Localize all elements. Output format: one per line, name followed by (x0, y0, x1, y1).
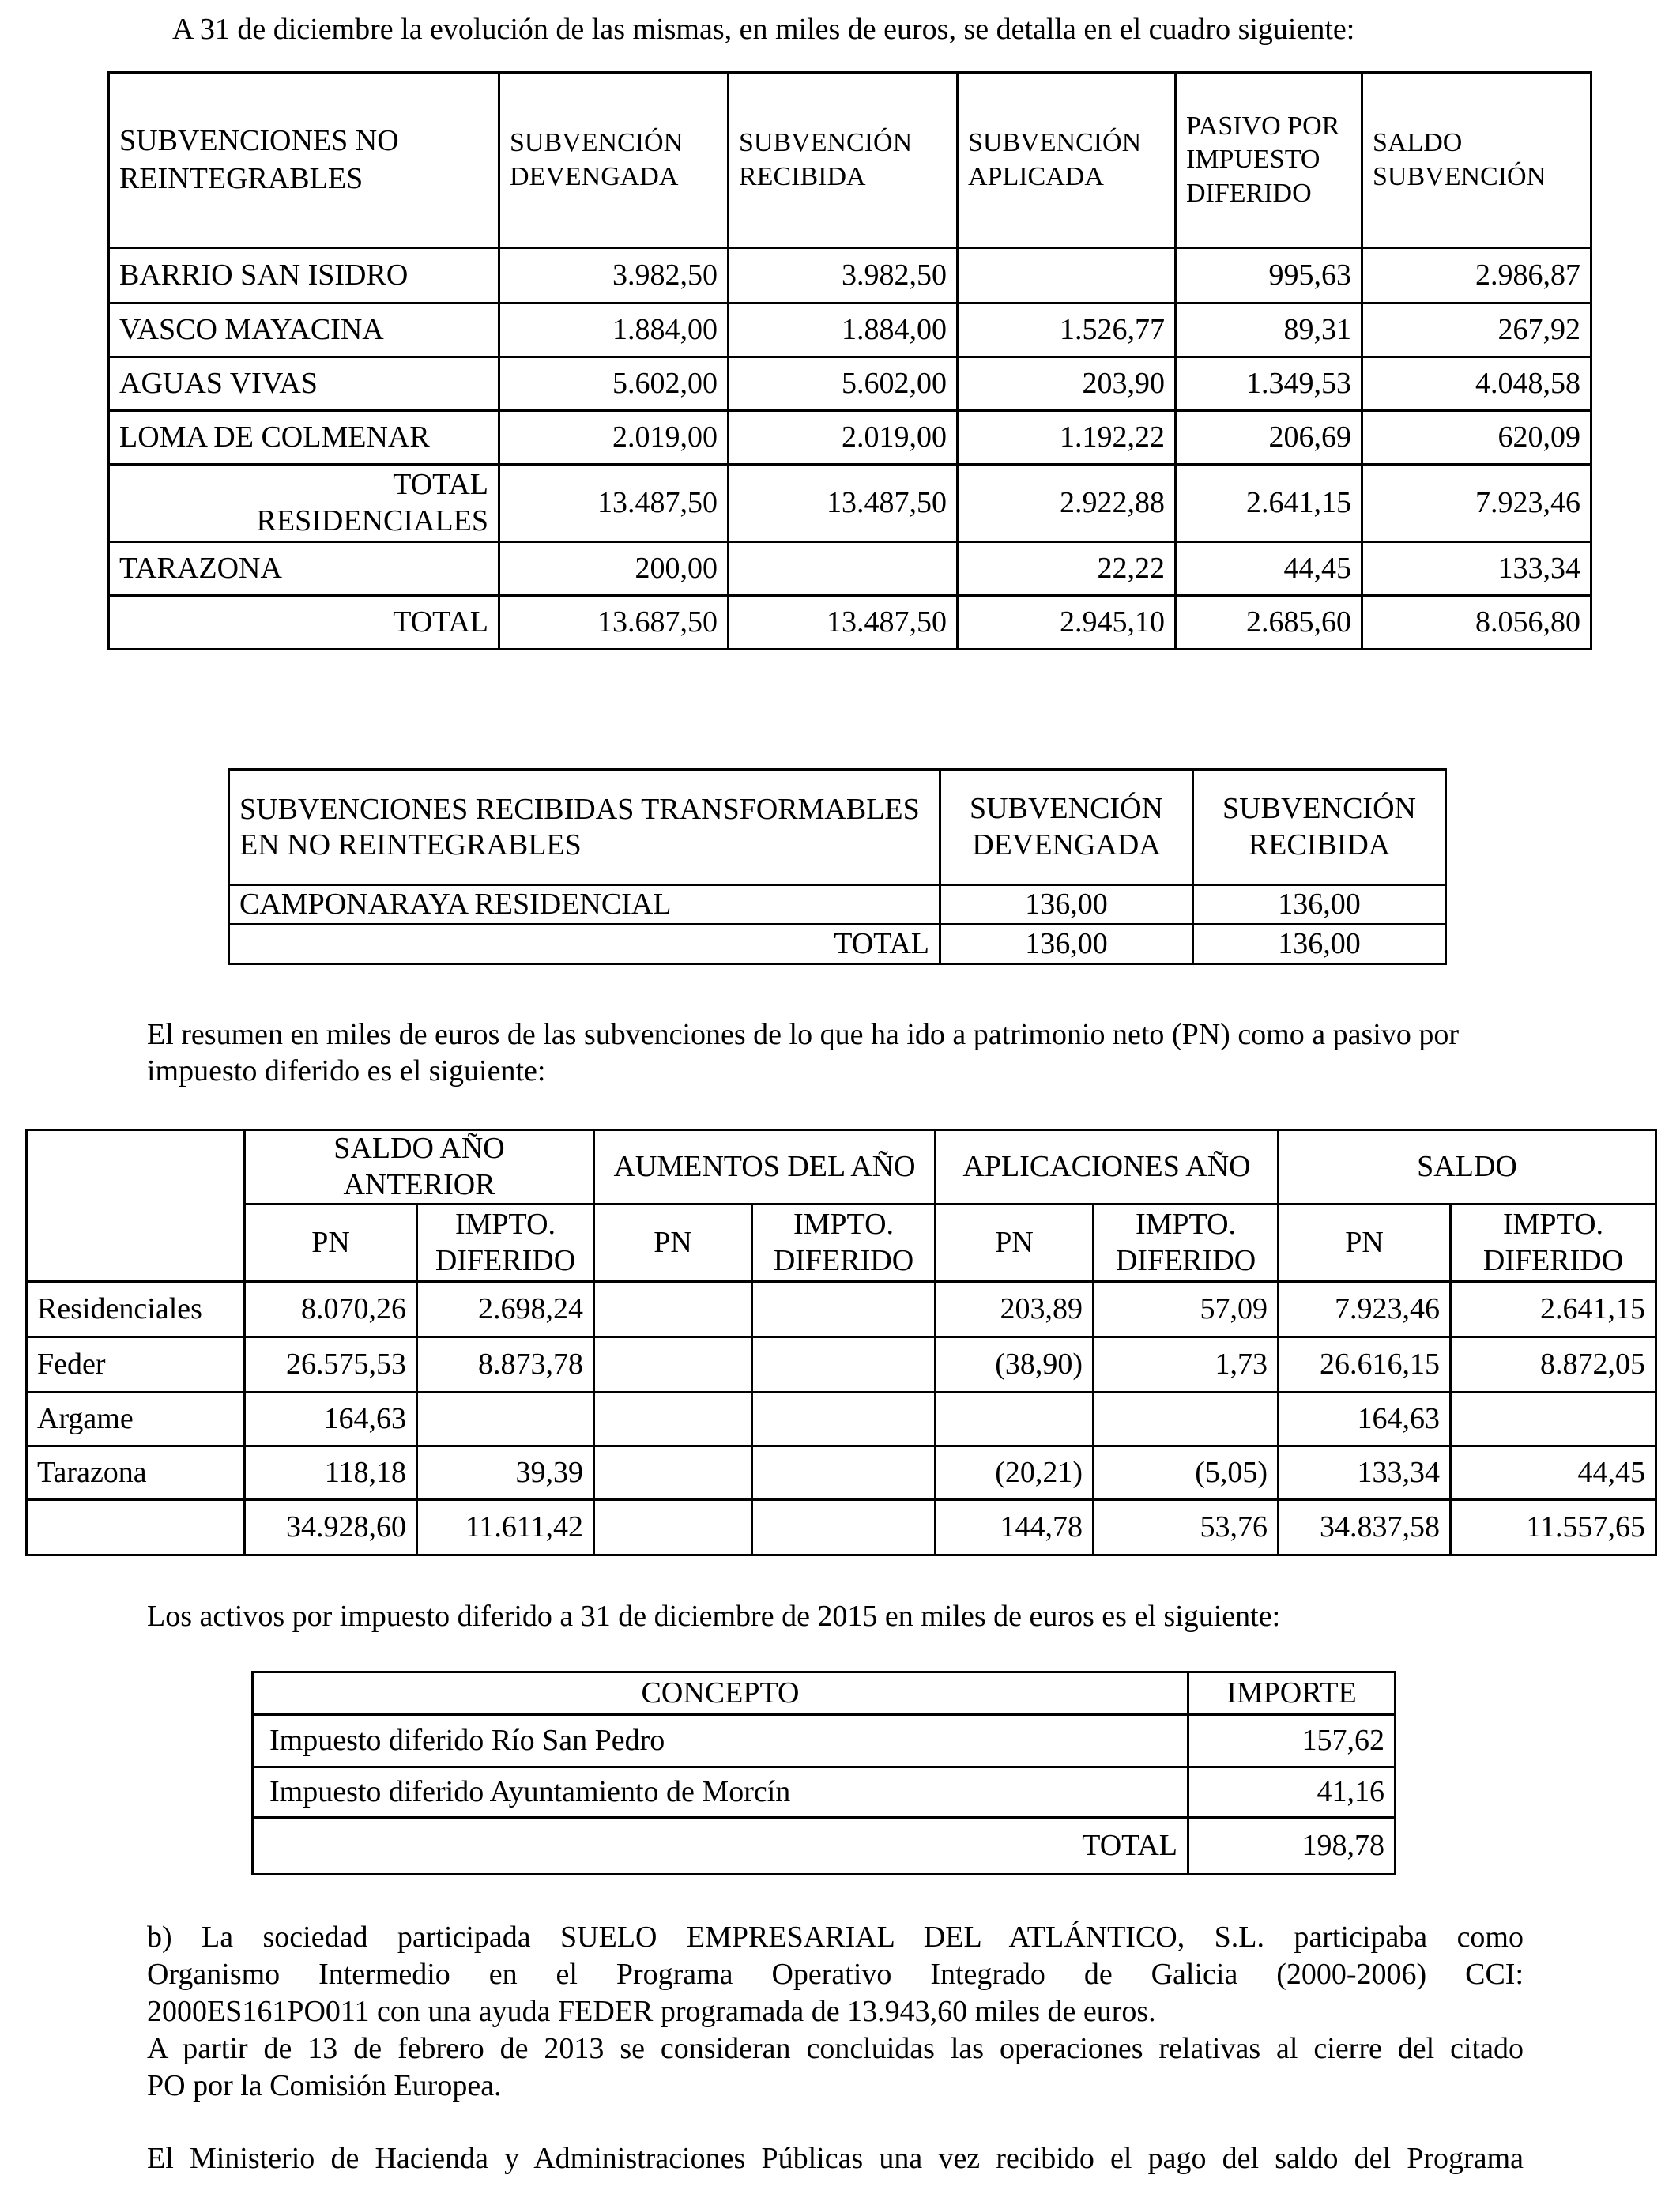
table-cell (752, 1337, 936, 1393)
paragraph-line: b) La sociedad participada SUELO EMPRESARIAL DEL ATLÁNTICO, S.L. participaba como (147, 1921, 1524, 1954)
table-cell: 11.611,42 (417, 1500, 594, 1555)
row-label: TOTAL (253, 1818, 1188, 1875)
table-cell: 89,31 (1176, 303, 1362, 357)
table-row-total (229, 925, 1446, 964)
table-cell: 26.616,15 (1279, 1337, 1451, 1393)
table-cell (1094, 1393, 1279, 1446)
subheader-cell: PN (245, 1204, 417, 1282)
table-cell (752, 1500, 936, 1555)
subheader-cell: PN (594, 1204, 752, 1282)
table-cell: 5.602,00 (499, 357, 729, 411)
table-cell: 8.070,26 (245, 1282, 417, 1337)
table-cell: 133,34 (1279, 1446, 1451, 1500)
table-cell (936, 1393, 1094, 1446)
table-cell: 157,62 (1188, 1715, 1396, 1767)
table-cell: 164,63 (245, 1393, 417, 1446)
table-cell (594, 1500, 752, 1555)
header-cell: SUBVENCIONES RECIBIDAS TRANSFORMABLES EN NO REINTEGRABLES (229, 770, 940, 885)
header-cell: SUBVENCIÓN DEVENGADA (940, 770, 1193, 885)
table-header-row (229, 770, 1446, 885)
header-cell: SUBVENCIONES NO REINTEGRABLES (109, 73, 499, 248)
table-cell: 198,78 (1188, 1818, 1396, 1875)
activos-impuesto-diferido-table (251, 1671, 1396, 1875)
table-cell (594, 1337, 752, 1393)
patrimonio-neto-table (25, 1129, 1657, 1556)
table-row (27, 1446, 1656, 1500)
table-cell: 200,00 (499, 542, 729, 596)
table-cell: 7.923,46 (1362, 465, 1591, 542)
table-cell: (20,21) (936, 1446, 1094, 1500)
paragraph-b (147, 1919, 1524, 2105)
subvenciones-transformables-table (228, 768, 1447, 965)
row-label: TOTAL (109, 596, 499, 650)
table-cell: 203,89 (936, 1282, 1094, 1337)
subheader-cell: IMPTO. DIFERIDO (417, 1204, 594, 1282)
row-label: Tarazona (27, 1446, 245, 1500)
row-label: Residenciales (27, 1282, 245, 1337)
header-cell: IMPORTE (1188, 1672, 1396, 1715)
table-row (109, 542, 1591, 596)
row-label: VASCO MAYACINA (109, 303, 499, 357)
table-cell (958, 248, 1176, 303)
table-row-total (109, 596, 1591, 650)
table-cell: 34.928,60 (245, 1500, 417, 1555)
table-cell: 57,09 (1094, 1282, 1279, 1337)
header-cell: SUBVENCIÓN RECIBIDA (1193, 770, 1446, 885)
paragraph-line: A partir de 13 de febrero de 2013 se consideran concluidas las operaciones relativas al cierre del citado (147, 2032, 1524, 2065)
table-cell: 118,18 (245, 1446, 417, 1500)
table-cell: 44,45 (1176, 542, 1362, 596)
table-cell: 5.602,00 (729, 357, 958, 411)
group-header: SALDO (1279, 1130, 1656, 1204)
table-cell (752, 1393, 936, 1446)
table-cell: 620,09 (1362, 411, 1591, 465)
summary-text: El resumen en miles de euros de las subvenciones de lo que ha ido a patrimonio neto (PN) como a pasivo por impuesto diferido es el siguiente: (147, 1018, 1459, 1088)
table-cell: 13.487,50 (499, 465, 729, 542)
header-cell: SUBVENCIÓN APLICADA (958, 73, 1176, 248)
table-row (109, 411, 1591, 465)
table-cell: (38,90) (936, 1337, 1094, 1393)
table-row-total (253, 1818, 1396, 1875)
empty-corner-cell (27, 1130, 245, 1282)
table-cell: 1,73 (1094, 1337, 1279, 1393)
table-cell: 34.837,58 (1279, 1500, 1451, 1555)
table-subheader-row (27, 1204, 1656, 1282)
table-cell: 2.945,10 (958, 596, 1176, 650)
row-label: LOMA DE COLMENAR (109, 411, 499, 465)
table-cell (417, 1393, 594, 1446)
intro-text: A 31 de diciembre la evolución de las mismas, en miles de euros, se detalla en el cuadro siguiente: (172, 13, 1355, 46)
table-cell: 8.873,78 (417, 1337, 594, 1393)
table-cell: 26.575,53 (245, 1337, 417, 1393)
table-cell: 1.192,22 (958, 411, 1176, 465)
row-label: BARRIO SAN ISIDRO (109, 248, 499, 303)
table-cell: 136,00 (1193, 925, 1446, 964)
table-cell (752, 1282, 936, 1337)
table-cell: 2.641,15 (1176, 465, 1362, 542)
table-cell: 2.685,60 (1176, 596, 1362, 650)
table-cell (1451, 1393, 1656, 1446)
table-cell: 44,45 (1451, 1446, 1656, 1500)
table-cell: 164,63 (1279, 1393, 1451, 1446)
table-row (109, 303, 1591, 357)
subvenciones-no-reintegrables-table (107, 71, 1592, 650)
table-cell: 41,16 (1188, 1767, 1396, 1818)
table-cell: 133,34 (1362, 542, 1591, 596)
table-cell: 2.922,88 (958, 465, 1176, 542)
row-label: TOTAL RESIDENCIALES (109, 465, 499, 542)
row-label: Argame (27, 1393, 245, 1446)
table-row (27, 1282, 1656, 1337)
table-cell: 22,22 (958, 542, 1176, 596)
table-row (109, 357, 1591, 411)
header-cell: SALDO SUBVENCIÓN (1362, 73, 1591, 248)
table-cell: 136,00 (940, 885, 1193, 925)
table-row (253, 1767, 1396, 1818)
table-row (109, 248, 1591, 303)
table-cell: 144,78 (936, 1500, 1094, 1555)
table-cell: 203,90 (958, 357, 1176, 411)
table-cell (594, 1282, 752, 1337)
group-header: AUMENTOS DEL AÑO (594, 1130, 936, 1204)
table-cell: 13.687,50 (499, 596, 729, 650)
header-cell: PASIVO POR IMPUESTO DIFERIDO (1176, 73, 1362, 248)
table-cell: 2.019,00 (499, 411, 729, 465)
table-cell (729, 542, 958, 596)
table-header-row (109, 73, 1591, 248)
table-row (27, 1337, 1656, 1393)
table-row-total (27, 1500, 1656, 1555)
row-label: Feder (27, 1337, 245, 1393)
table-cell (752, 1446, 936, 1500)
table-cell: 2.641,15 (1451, 1282, 1656, 1337)
row-label: Impuesto diferido Ayuntamiento de Morcín (253, 1767, 1188, 1818)
table-cell (594, 1446, 752, 1500)
table-cell: 1.349,53 (1176, 357, 1362, 411)
table-cell: 267,92 (1362, 303, 1591, 357)
final-text: El Ministerio de Hacienda y Administraciones Públicas una vez recibido el pago del saldo del Programa (147, 2142, 1524, 2175)
table-cell: 4.048,58 (1362, 357, 1591, 411)
table-group-header-row (27, 1130, 1656, 1204)
table-cell: 1.884,00 (729, 303, 958, 357)
table-cell: 995,63 (1176, 248, 1362, 303)
table-cell: 1.526,77 (958, 303, 1176, 357)
group-header: APLICACIONES AÑO (936, 1130, 1279, 1204)
table-cell: 2.986,87 (1362, 248, 1591, 303)
table-row (253, 1715, 1396, 1767)
table-cell: 2.698,24 (417, 1282, 594, 1337)
group-header: SALDO AÑO ANTERIOR (245, 1130, 594, 1204)
subheader-cell: PN (936, 1204, 1094, 1282)
table-cell: 3.982,50 (499, 248, 729, 303)
header-cell: SUBVENCIÓN RECIBIDA (729, 73, 958, 248)
row-label: Impuesto diferido Río San Pedro (253, 1715, 1188, 1767)
subheader-cell: IMPTO. DIFERIDO (1094, 1204, 1279, 1282)
row-label: CAMPONARAYA RESIDENCIAL (229, 885, 940, 925)
table-row (27, 1393, 1656, 1446)
table-cell: 7.923,46 (1279, 1282, 1451, 1337)
table-cell: 2.019,00 (729, 411, 958, 465)
row-label: TARAZONA (109, 542, 499, 596)
table-cell: 53,76 (1094, 1500, 1279, 1555)
table-cell: 13.487,50 (729, 596, 958, 650)
subheader-cell: PN (1279, 1204, 1451, 1282)
subheader-cell: IMPTO. DIFERIDO (1451, 1204, 1656, 1282)
paragraph-line: Organismo Intermedio en el Programa Operativo Integrado de Galicia (2000-2006) CCI: (147, 1958, 1524, 1991)
header-cell: CONCEPTO (253, 1672, 1188, 1715)
table-cell (594, 1393, 752, 1446)
table-cell: 39,39 (417, 1446, 594, 1500)
paragraph-line: 2000ES161PO011 con una ayuda FEDER programada de 13.943,60 miles de euros. (147, 1995, 1156, 2028)
table-cell: 206,69 (1176, 411, 1362, 465)
table-cell: 136,00 (1193, 885, 1446, 925)
table-row (229, 885, 1446, 925)
row-label: AGUAS VIVAS (109, 357, 499, 411)
row-label (27, 1500, 245, 1555)
table-cell: 8.056,80 (1362, 596, 1591, 650)
row-label: TOTAL (229, 925, 940, 964)
table-cell: 3.982,50 (729, 248, 958, 303)
subheader-cell: IMPTO. DIFERIDO (752, 1204, 936, 1282)
table-header-row (253, 1672, 1396, 1715)
assets-text: Los activos por impuesto diferido a 31 de diciembre de 2015 en miles de euros es el siguiente: (147, 1600, 1281, 1633)
table-cell: 11.557,65 (1451, 1500, 1656, 1555)
table-row-total-residenciales (109, 465, 1591, 542)
table-cell: (5,05) (1094, 1446, 1279, 1500)
table-cell: 1.884,00 (499, 303, 729, 357)
table-cell: 8.872,05 (1451, 1337, 1656, 1393)
paragraph-line: PO por la Comisión Europea. (147, 2069, 502, 2102)
table-cell: 13.487,50 (729, 465, 958, 542)
header-cell: SUBVENCIÓN DEVENGADA (499, 73, 729, 248)
table-cell: 136,00 (940, 925, 1193, 964)
